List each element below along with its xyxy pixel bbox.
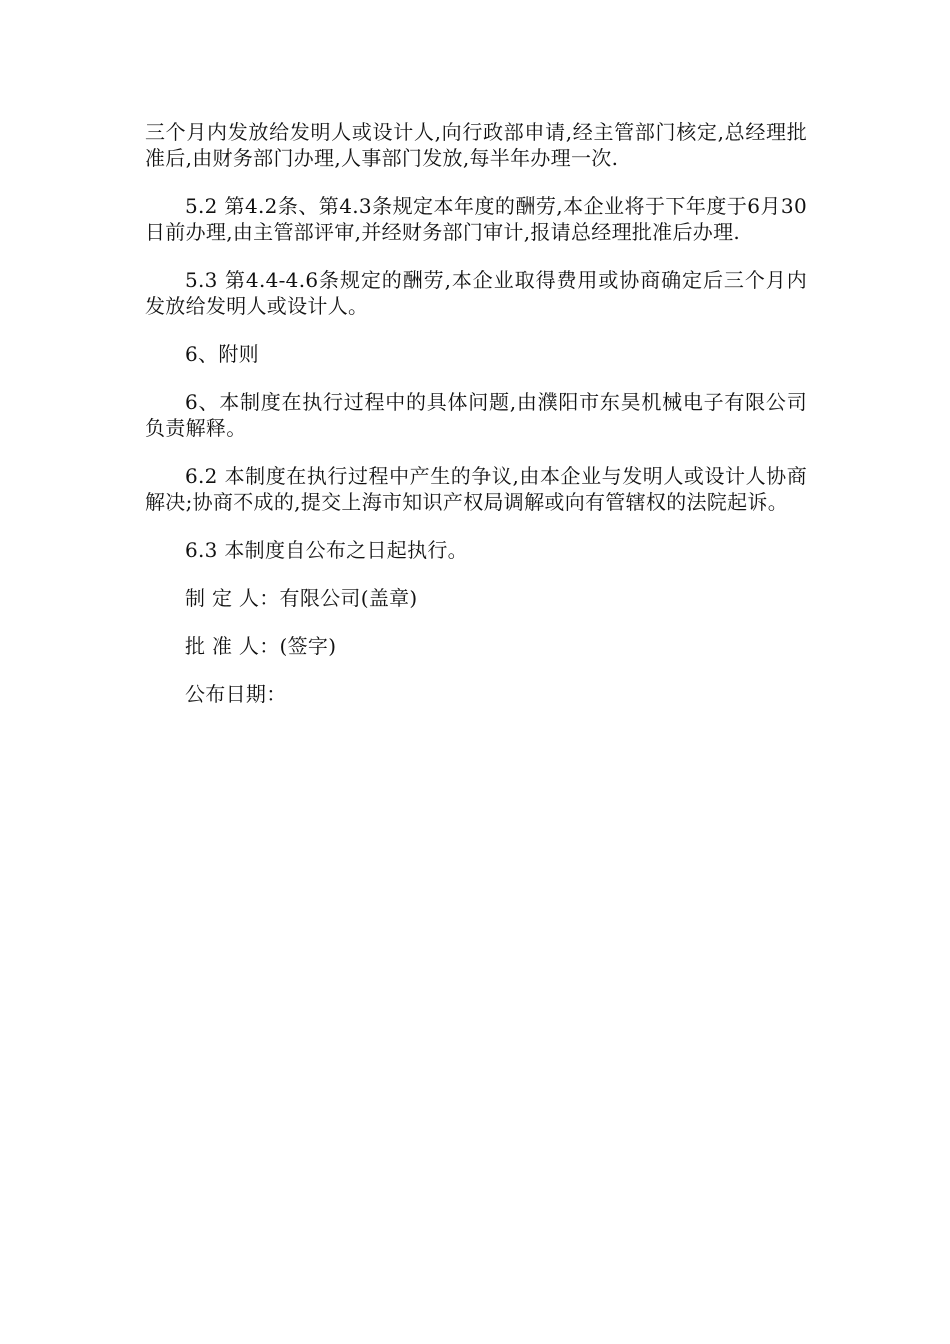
signature-maker: 制 定 人：有限公司(盖章) <box>185 586 418 610</box>
signature-approver: 批 准 人：(签字) <box>185 634 337 658</box>
paragraph-continuation: 三个月内发放给发明人或设计人,向行政部申请,经主管部门核定,总经理批准后,由财务部门办理,人事部门发放,每半年办理一次. <box>145 120 807 170</box>
paragraph-5-3: 5.3 第4.4-4.6条规定的酬劳,本企业取得费用或协商确定后三个月内发放给发明人或设计人。 <box>145 268 807 318</box>
paragraph-6-1: 6、本制度在执行过程中的具体问题,由濮阳市东昊机械电子有限公司负责解释。 <box>145 390 807 440</box>
publish-date: 公布日期： <box>185 682 287 706</box>
section-heading-6: 6、附则 <box>185 342 259 366</box>
paragraph-5-2: 5.2 第4.2条、第4.3条规定本年度的酬劳,本企业将于下年度于6月30日前办理,由主管部评审,并经财务部门审计,报请总经理批准后办理. <box>145 194 807 244</box>
paragraph-6-3: 6.3 本制度自公布之日起执行。 <box>185 538 468 562</box>
document-page <box>145 119 807 729</box>
paragraph-6-2: 6.2 本制度在执行过程中产生的争议,由本企业与发明人或设计人协商解决;协商不成的,提交上海市知识产权局调解或向有管辖权的法院起诉。 <box>145 464 807 514</box>
